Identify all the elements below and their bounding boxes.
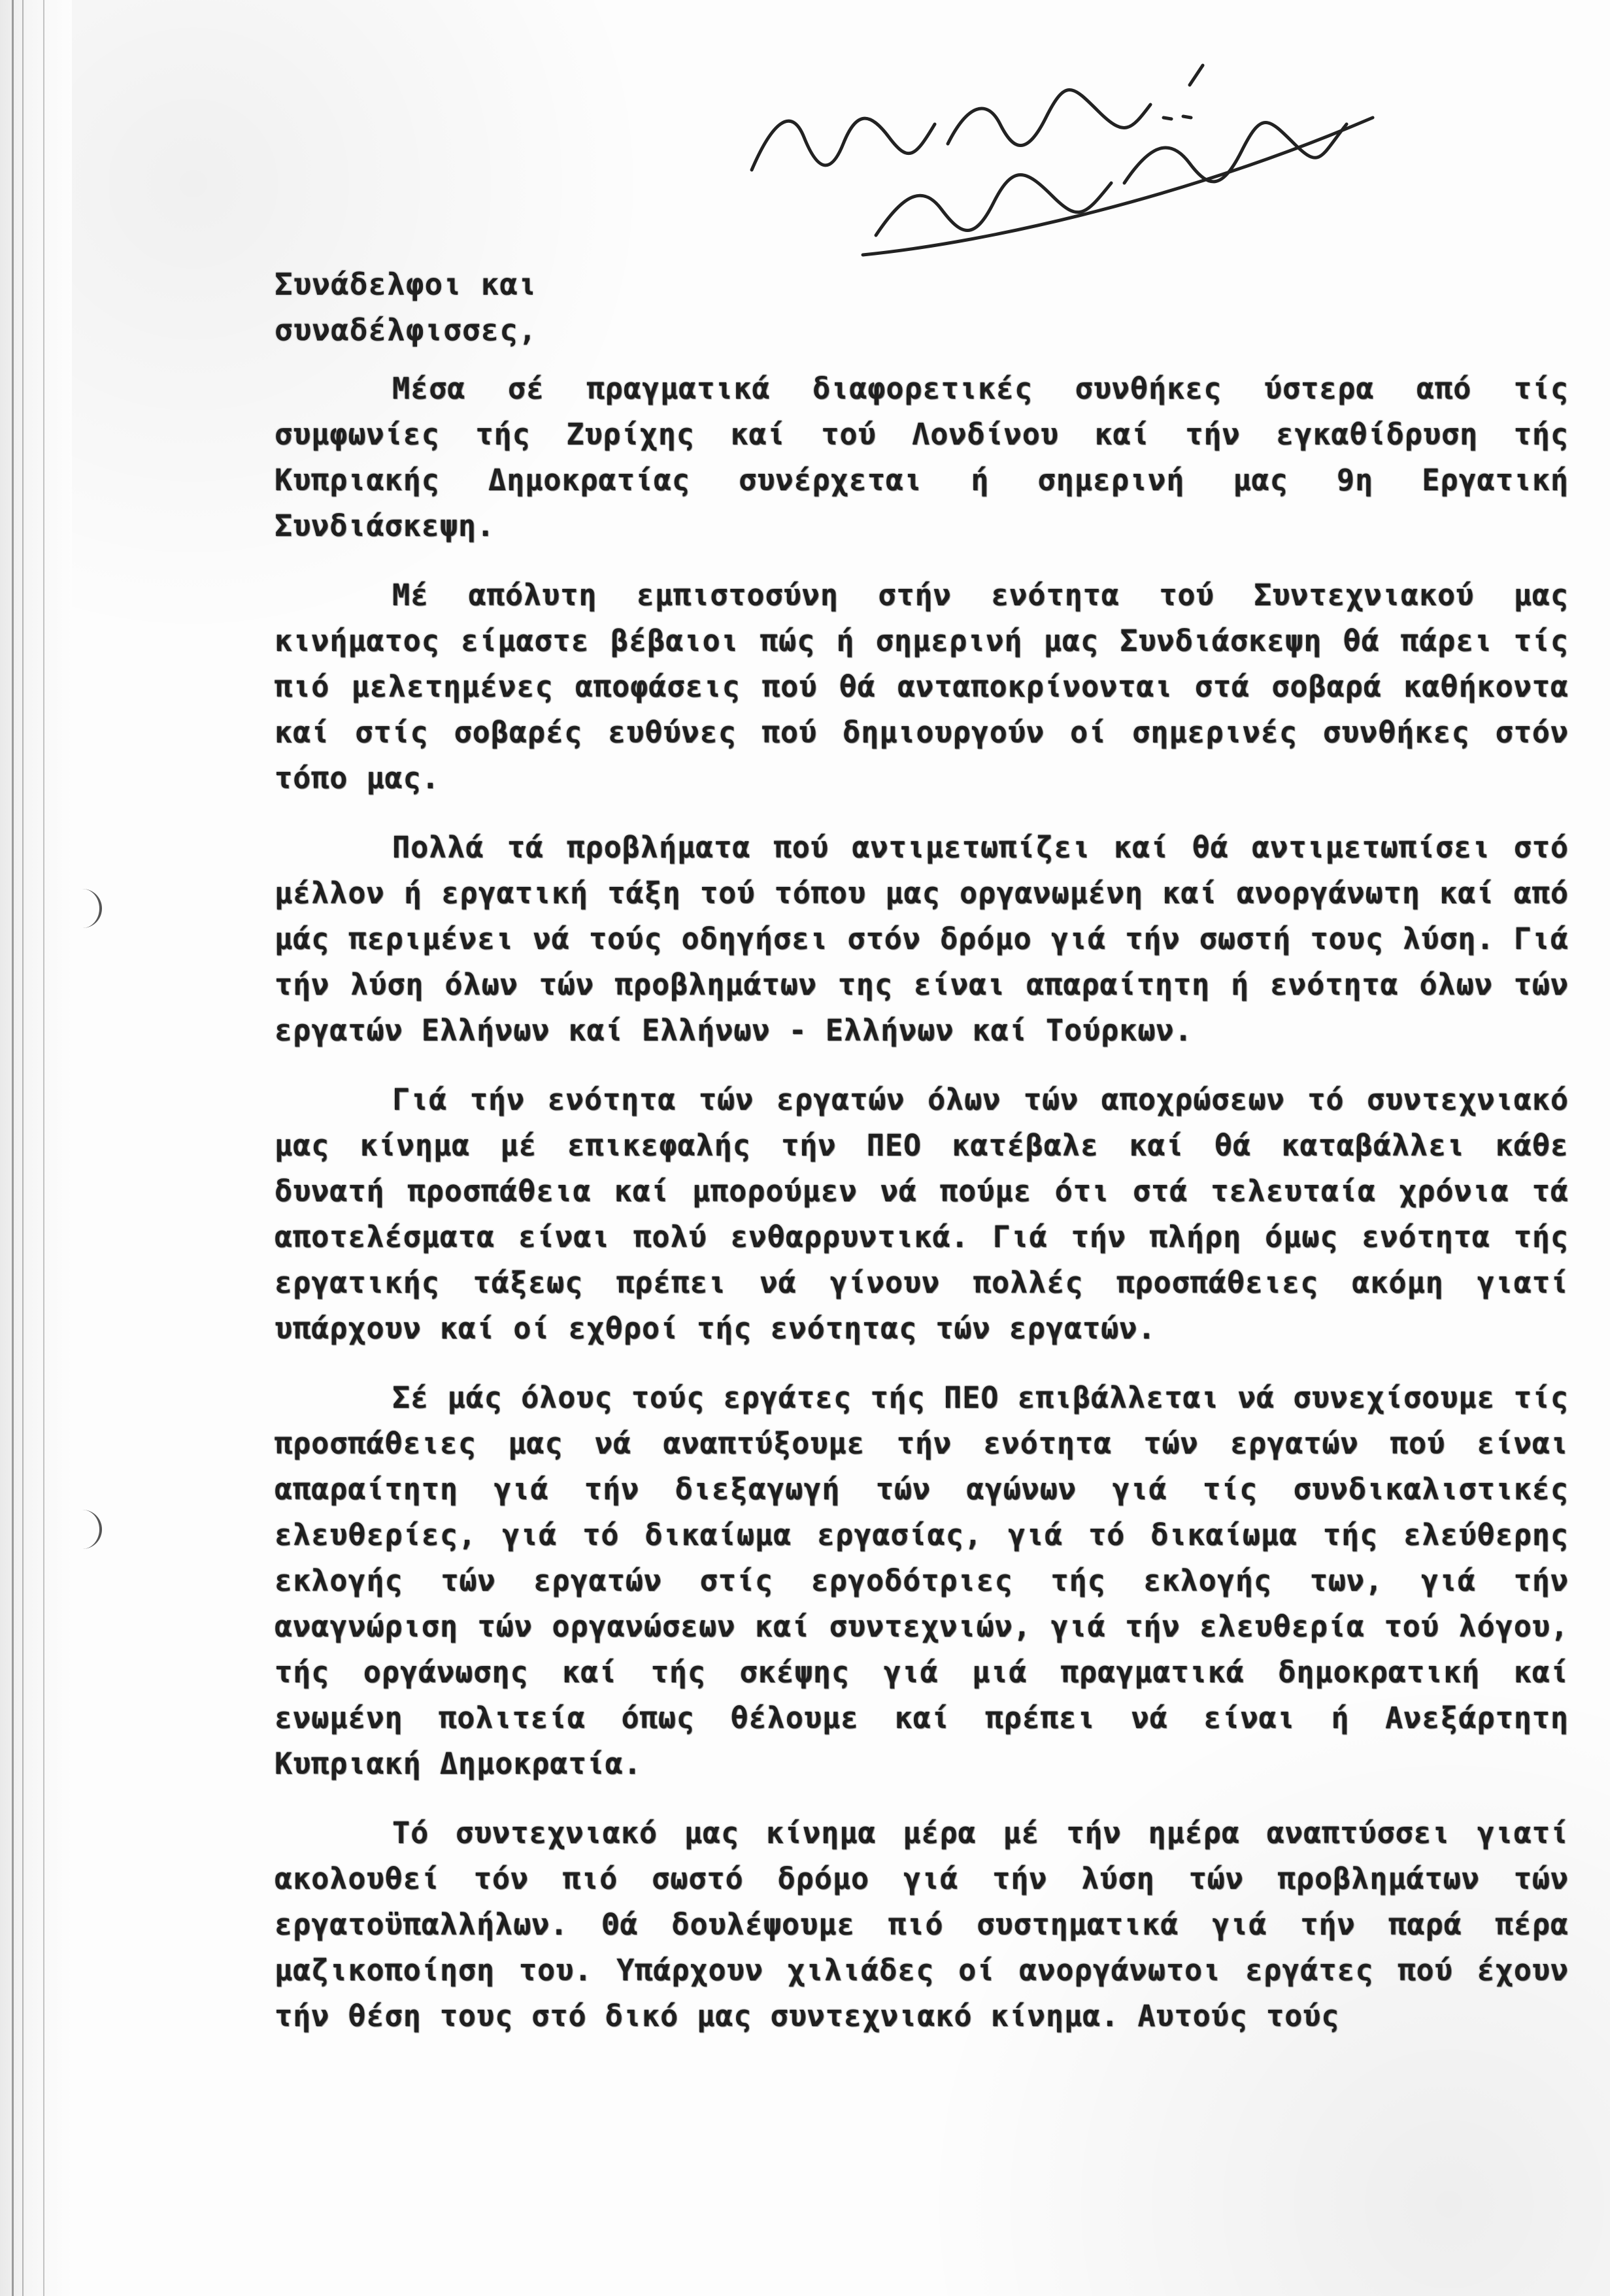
margin-bracket-mark (77, 1510, 102, 1549)
body-paragraph: Μέ απόλυτη εμπιστοσύνη στήν ενότητα τού Συντεχνιακού μας κινήματος είμαστε βέβαιοι πώς ή σημερινή μας Συνδιάσκεψη θά πάρει τίς πιό μελετημένες αποφάσεις πού θά ανταποκρίνονται στά σοβαρά καθήκοντα καί στίς σοβαρές ευθύνες πού δημιουργούν οί σημερινές συνθήκες στόν τόπο μας. (275, 578, 1569, 795)
salutation-line: συναδέλφισσες, (275, 312, 537, 348)
handwritten-note (732, 46, 1386, 261)
body-paragraph: Τό συντεχνιακό μας κίνημα μέρα μέ τήν ημέρα αναπτύσσει γιατί ακολουθεί τόν πιό σωστό δρόμο γιά τήν λύση τών προβλημάτων τών εργατοϋπαλλήλων. Θά δουλέψουμε πιό συστηματικά γιά τήν παρά πέρα μαζικοποίηση του. Υπάρχουν χιλιάδες οί ανοργάνωτοι εργάτες πού έχουν τήν θέση τους στό δικό μας συντεχνιακό κίνημα. Αυτούς τούς (275, 1816, 1569, 2033)
salutation (275, 261, 1517, 353)
body-paragraph: Γιά τήν ενότητα τών εργατών όλων τών αποχρώσεων τό συντεχνιακό μας κίνημα μέ επικεφαλής τήν ΠΕΟ κατέβαλε καί θά καταβάλλει κάθε δυνατή προσπάθεια καί μπορούμεν νά πούμε ότι στά τελευταία χρόνια τά αποτελέσματα είναι πολύ ενθαρρυντικά. Γιά τήν πλήρη όμως ενότητα τής εργατικής τάξεως πρέπει νά γίνουν πολλές προσπάθειες ακόμη γιατί υπάρχουν καί οί εχθροί τής ενότητας τών εργατών. (275, 1082, 1569, 1346)
body-paragraph: Μέσα σέ πραγματικά διαφορετικές συνθήκες ύστερα από τίς συμφωνίες τής Ζυρίχης καί τού Λονδίνου καί τήν εγκαθίδρυση τής Κυπριακής Δημοκρατίας συνέρχεται ή σημερινή μας 9η Εργατική Συνδιάσκεψη. (275, 371, 1569, 543)
binding-line (43, 0, 44, 2296)
binding-line (22, 0, 24, 2296)
binding-line (12, 0, 14, 2296)
margin-bracket-mark (77, 889, 102, 928)
body-paragraph: Σέ μάς όλους τούς εργάτες τής ΠΕΟ επιβάλλεται νά συνεχίσουμε τίς προσπάθειες μας νά αναπτύξουμε τήν ενότητα τών εργατών πού είναι απαραίτητη γιά τήν διεξαγωγή τών αγώνων γιά τίς συνδικαλιστικές ελευθερίες, γιά τό δικαίωμα εργασίας, γιά τό δικαίωμα τής ελεύθερης εκλογής τών εργατών στίς εργοδότριες τής εκλογής των, γιά τήν αναγνώριση τών οργανώσεων καί συντεχνιών, γιά τήν ελευθερία τού λόγου, τής οργάνωσης καί τής σκέψης γιά μιά πραγματικά δημοκρατική καί ενωμένη πολιτεία όπως θέλουμε καί πρέπει νά είναι ή Ανεξάρτητη Κυπριακή Δημοκρατία. (275, 1380, 1569, 1781)
salutation-line: Συνάδελφοι και (275, 267, 537, 302)
body-paragraph: Πολλά τά προβλήματα πού αντιμετωπίζει καί θά αντιμετωπίσει στό μέλλον ή εργατική τάξη τού τόπου μας οργανωμένη καί ανοργάνωτη καί από μάς περιμένει νά τούς οδηγήσει στόν δρόμο γιά τήν σωστή τους λύση. Γιά τήν λύση όλων τών προβλημάτων της είναι απαραίτητη ή ενότητα όλων τών εργατών Ελλήνων καί Ελλήνων - Ελλήνων καί Τούρκων. (275, 830, 1569, 1048)
binding-edge (0, 0, 72, 2296)
letter-body (275, 366, 1569, 2063)
